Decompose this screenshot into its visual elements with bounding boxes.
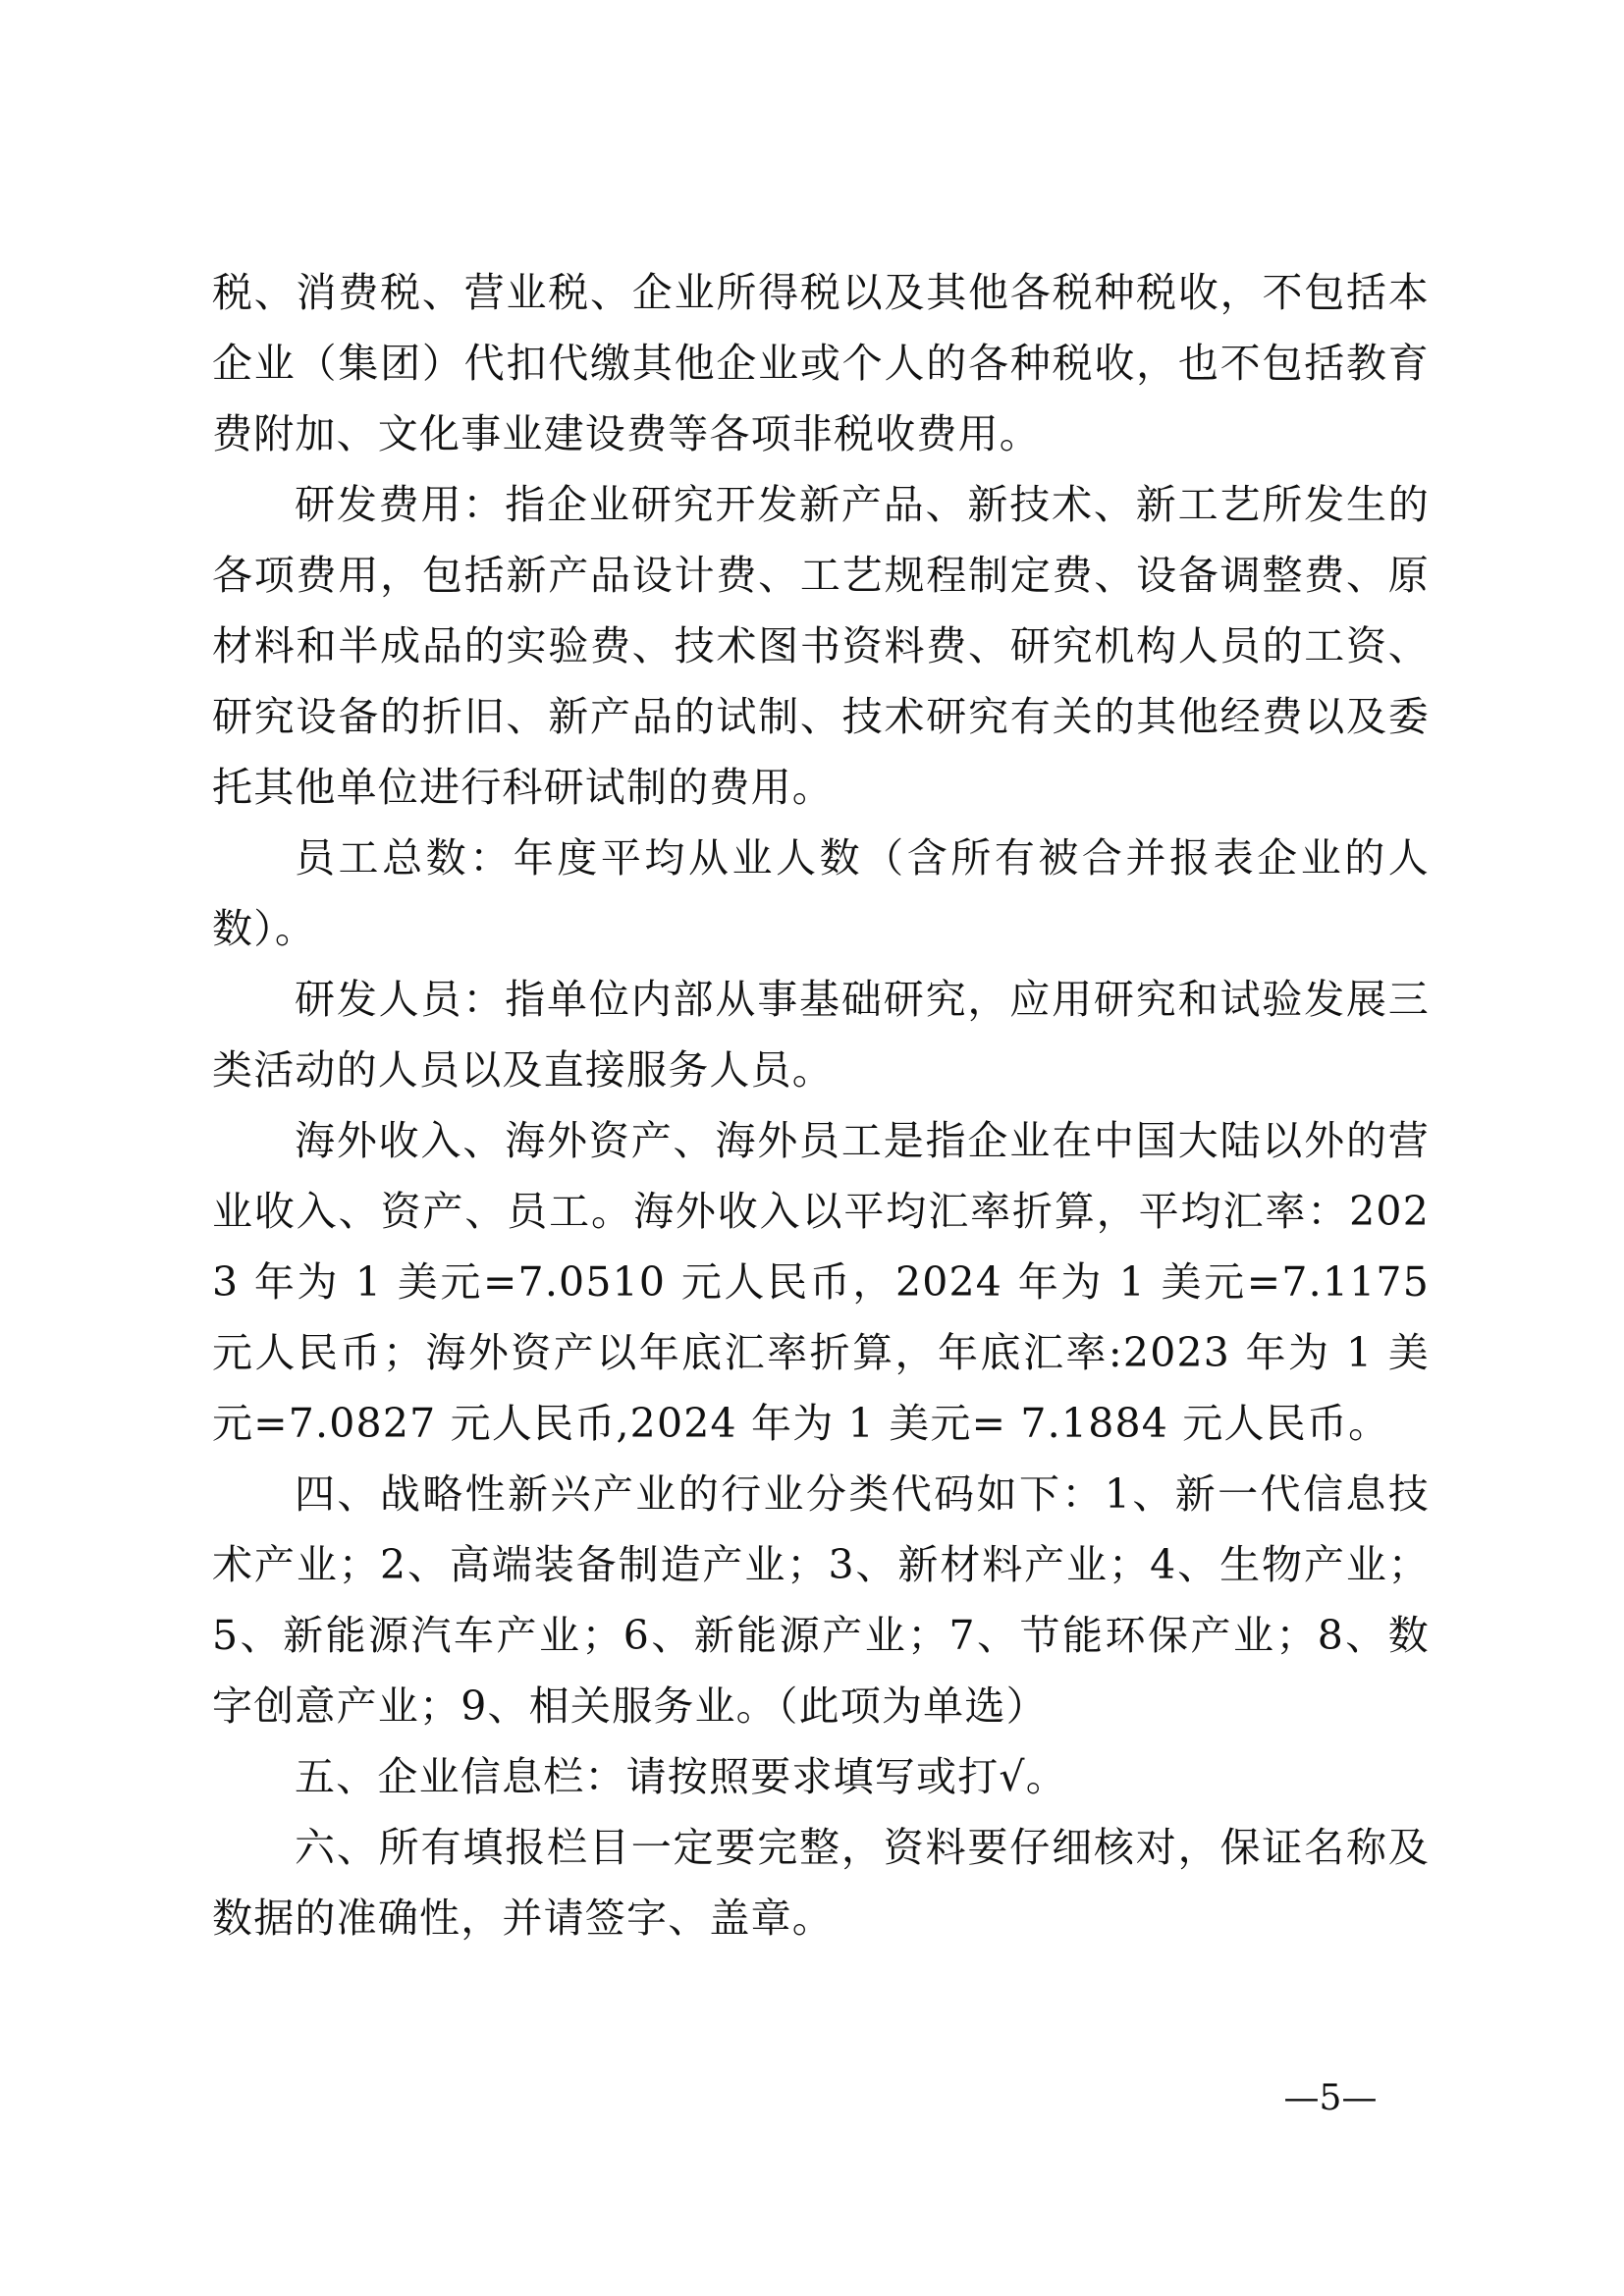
paragraph-overseas-definitions: 海外收入、海外资产、海外员工是指企业在中国大陆以外的营业收入、资产、员工。海外收入以平均汇率折算，平均汇率：2023 年为 1 美元=7.0510 元人民币，2024 年为 1 美元=7.1175 元人民币；海外资产以年底汇率折算，年底汇率:2023 年为 1 美元=7.0827 元人民币,2024 年为 1 美元= 7.1884 元人民币。 [212, 1117, 1430, 1447]
paragraph-completeness: 六、所有填报栏目一定要完整，资料要仔细核对，保证名称及数据的准确性，并请签字、盖章。 [212, 1824, 1430, 1942]
paragraph-rd-personnel: 研发人员：指单位内部从事基础研究，应用研究和试验发展三类活动的人员以及直接服务人员。 [212, 976, 1430, 1094]
page-number: —5— [1283, 2078, 1378, 2118]
paragraph-company-info: 五、企业信息栏：请按照要求填写或打√。 [295, 1753, 1067, 1800]
paragraph-tax-continuation: 税、消费税、营业税、企业所得税以及其他各税种税收，不包括本企业（集团）代扣代缴其他企业或个人的各种税收，也不包括教育费附加、文化事业建设费等各项非税收费用。 [212, 269, 1430, 457]
paragraph-total-employees: 员工总数：年度平均从业人数（含所有被合并报表企业的人数）。 [212, 834, 1430, 952]
paragraph-rd-expenses: 研发费用：指企业研究开发新产品、新技术、新工艺所发生的各项费用，包括新产品设计费、工艺规程制定费、设备调整费、原材料和半成品的实验费、技术图书资料费、研究机构人员的工资、研究设备的折旧、新产品的试制、技术研究有关的其他经费以及委托其他单位进行科研试制的费用。 [212, 481, 1430, 811]
paragraph-industry-codes: 四、战略性新兴产业的行业分类代码如下：1、新一代信息技术产业；2、高端装备制造产业；3、新材料产业；4、生物产业；5、新能源汽车产业；6、新能源产业；7、节能环保产业；8、数字创意产业；9、相关服务业。（此项为单选） [212, 1470, 1430, 1730]
document-body [212, 257, 1430, 1953]
